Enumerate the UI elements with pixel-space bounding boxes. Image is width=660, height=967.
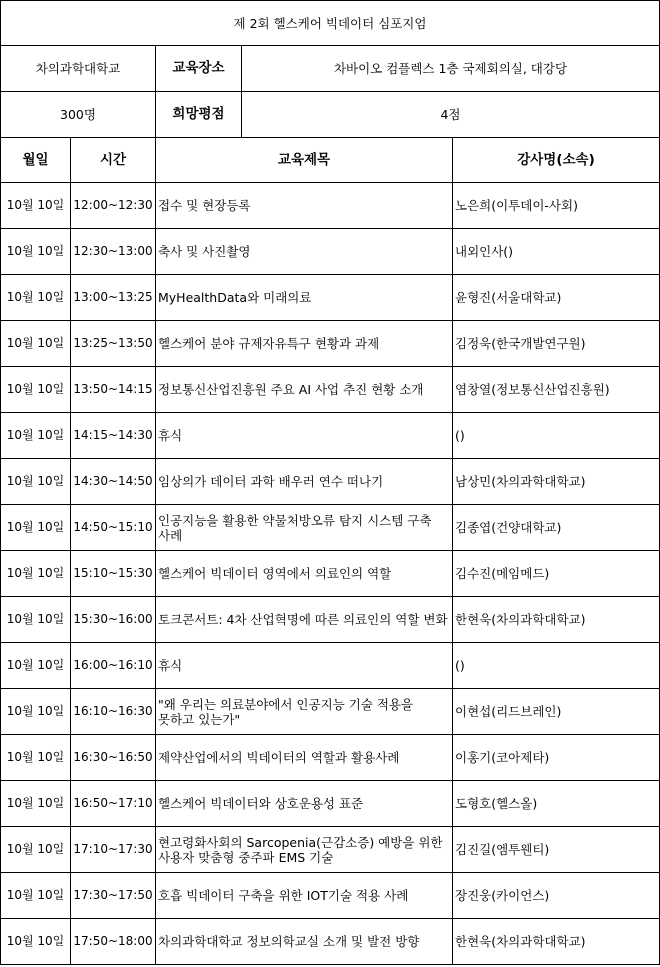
schedule-topic: 토크콘서트: 4차 산업혁명에 따른 의료인의 역할 변화 <box>156 597 453 643</box>
schedule-time: 15:30~16:00 <box>71 597 156 643</box>
schedule-date: 10월 10일 <box>1 413 71 459</box>
table-row <box>1 735 660 781</box>
schedule-topic: 헬스케어 빅데이터 영역에서 의료인의 역할 <box>156 551 453 597</box>
table-row <box>1 367 660 413</box>
schedule-date: 10월 10일 <box>1 643 71 689</box>
schedule-topic: 제약산업에서의 빅데이터의 역할과 활용사례 <box>156 735 453 781</box>
schedule-time: 14:15~14:30 <box>71 413 156 459</box>
schedule-topic: 임상의가 데이터 과학 배우러 연수 떠나기 <box>156 459 453 505</box>
table-row <box>1 183 660 229</box>
table-row <box>1 505 660 551</box>
schedule-time: 16:30~16:50 <box>71 735 156 781</box>
table-row <box>1 919 660 965</box>
venue-row <box>1 46 660 92</box>
schedule-time: 12:00~12:30 <box>71 183 156 229</box>
table-row <box>1 781 660 827</box>
schedule-speaker: 김정욱(한국개발연구원) <box>453 321 660 367</box>
schedule-time: 16:00~16:10 <box>71 643 156 689</box>
venue: 차바이오 컴플렉스 1층 국제회의실, 대강당 <box>242 46 660 92</box>
schedule-date: 10월 10일 <box>1 183 71 229</box>
schedule-date: 10월 10일 <box>1 689 71 735</box>
schedule-time: 17:50~18:00 <box>71 919 156 965</box>
venue-label: 교육장소 <box>156 46 242 92</box>
table-row <box>1 275 660 321</box>
schedule-topic: MyHealthData와 미래의료 <box>156 275 453 321</box>
schedule-speaker: 염창열(정보통신산업진흥원) <box>453 367 660 413</box>
table-row <box>1 229 660 275</box>
schedule-speaker: 한현욱(차의과학대학교) <box>453 597 660 643</box>
schedule-time: 13:25~13:50 <box>71 321 156 367</box>
schedule-speaker: 장진웅(카이언스) <box>453 873 660 919</box>
schedule-topic: 호흡 빅데이터 구축을 위한 IOT기술 적용 사례 <box>156 873 453 919</box>
schedule-time: 17:30~17:50 <box>71 873 156 919</box>
table-row <box>1 873 660 919</box>
schedule-time: 12:30~13:00 <box>71 229 156 275</box>
schedule-time: 13:00~13:25 <box>71 275 156 321</box>
schedule-speaker: 남상민(차의과학대학교) <box>453 459 660 505</box>
schedule-speaker: 내외인사() <box>453 229 660 275</box>
schedule-topic: 축사 및 사진촬영 <box>156 229 453 275</box>
schedule-speaker: 윤형진(서울대학교) <box>453 275 660 321</box>
table-row <box>1 551 660 597</box>
header-speaker: 강사명(소속) <box>453 138 660 183</box>
schedule-time: 14:50~15:10 <box>71 505 156 551</box>
schedule-date: 10월 10일 <box>1 367 71 413</box>
schedule-date: 10월 10일 <box>1 597 71 643</box>
schedule-topic: "왜 우리는 의료분야에서 인공지능 기술 적용을 못하고 있는가" <box>156 689 453 735</box>
schedule-time: 16:10~16:30 <box>71 689 156 735</box>
table-row <box>1 459 660 505</box>
schedule-topic: 인공지능을 활용한 약물처방오류 탐지 시스템 구축 사례 <box>156 505 453 551</box>
schedule-speaker: 김종엽(건양대학교) <box>453 505 660 551</box>
schedule-topic: 접수 및 현장등록 <box>156 183 453 229</box>
schedule-date: 10월 10일 <box>1 735 71 781</box>
table-row <box>1 413 660 459</box>
schedule-speaker: 이현섭(리드브레인) <box>453 689 660 735</box>
rating-row <box>1 92 660 138</box>
schedule-date: 10월 10일 <box>1 919 71 965</box>
rating: 4점 <box>242 92 660 138</box>
schedule-speaker: 김진길(엠투웬티) <box>453 827 660 873</box>
schedule-topic: 휴식 <box>156 413 453 459</box>
schedule-date: 10월 10일 <box>1 781 71 827</box>
schedule-speaker: 이홍기(코아제타) <box>453 735 660 781</box>
header-row <box>1 138 660 183</box>
schedule-speaker: () <box>453 413 660 459</box>
table-row <box>1 689 660 735</box>
page-title: 제 2회 헬스케어 빅데이터 심포지엄 <box>1 1 660 46</box>
schedule-date: 10월 10일 <box>1 321 71 367</box>
schedule-topic: 휴식 <box>156 643 453 689</box>
organizer: 차의과학대학교 <box>1 46 156 92</box>
schedule-speaker: 한현욱(차의과학대학교) <box>453 919 660 965</box>
schedule-topic: 정보통신산업진흥원 주요 AI 사업 추진 현황 소개 <box>156 367 453 413</box>
schedule-date: 10월 10일 <box>1 459 71 505</box>
schedule-speaker: 도형호(헬스올) <box>453 781 660 827</box>
schedule-date: 10월 10일 <box>1 275 71 321</box>
schedule-time: 17:10~17:30 <box>71 827 156 873</box>
table-row <box>1 643 660 689</box>
rating-label: 희망평점 <box>156 92 242 138</box>
table-row <box>1 827 660 873</box>
schedule-date: 10월 10일 <box>1 873 71 919</box>
schedule-time: 15:10~15:30 <box>71 551 156 597</box>
header-date: 월일 <box>1 138 71 183</box>
schedule-date: 10월 10일 <box>1 505 71 551</box>
title-row <box>1 1 660 46</box>
schedule-date: 10월 10일 <box>1 827 71 873</box>
schedule-topic: 헬스케어 빅데이터와 상호운용성 표준 <box>156 781 453 827</box>
schedule-speaker: 김수진(메임메드) <box>453 551 660 597</box>
schedule-date: 10월 10일 <box>1 229 71 275</box>
table-row <box>1 597 660 643</box>
schedule-topic: 헬스케어 분야 규제자유특구 현황과 과제 <box>156 321 453 367</box>
schedule-date: 10월 10일 <box>1 551 71 597</box>
table-row <box>1 321 660 367</box>
schedule-time: 14:30~14:50 <box>71 459 156 505</box>
header-topic: 교육제목 <box>156 138 453 183</box>
schedule-time: 13:50~14:15 <box>71 367 156 413</box>
schedule-speaker: 노은희(이투데이-사회) <box>453 183 660 229</box>
header-time: 시간 <box>71 138 156 183</box>
schedule-topic: 현고령화사회의 Sarcopenia(근감소증) 예방을 위한 사용자 맞춤형 중주파 EMS 기술 <box>156 827 453 873</box>
schedule-time: 16:50~17:10 <box>71 781 156 827</box>
capacity: 300명 <box>1 92 156 138</box>
schedule-speaker: () <box>453 643 660 689</box>
schedule-topic: 차의과학대학교 정보의학교실 소개 및 발전 방향 <box>156 919 453 965</box>
